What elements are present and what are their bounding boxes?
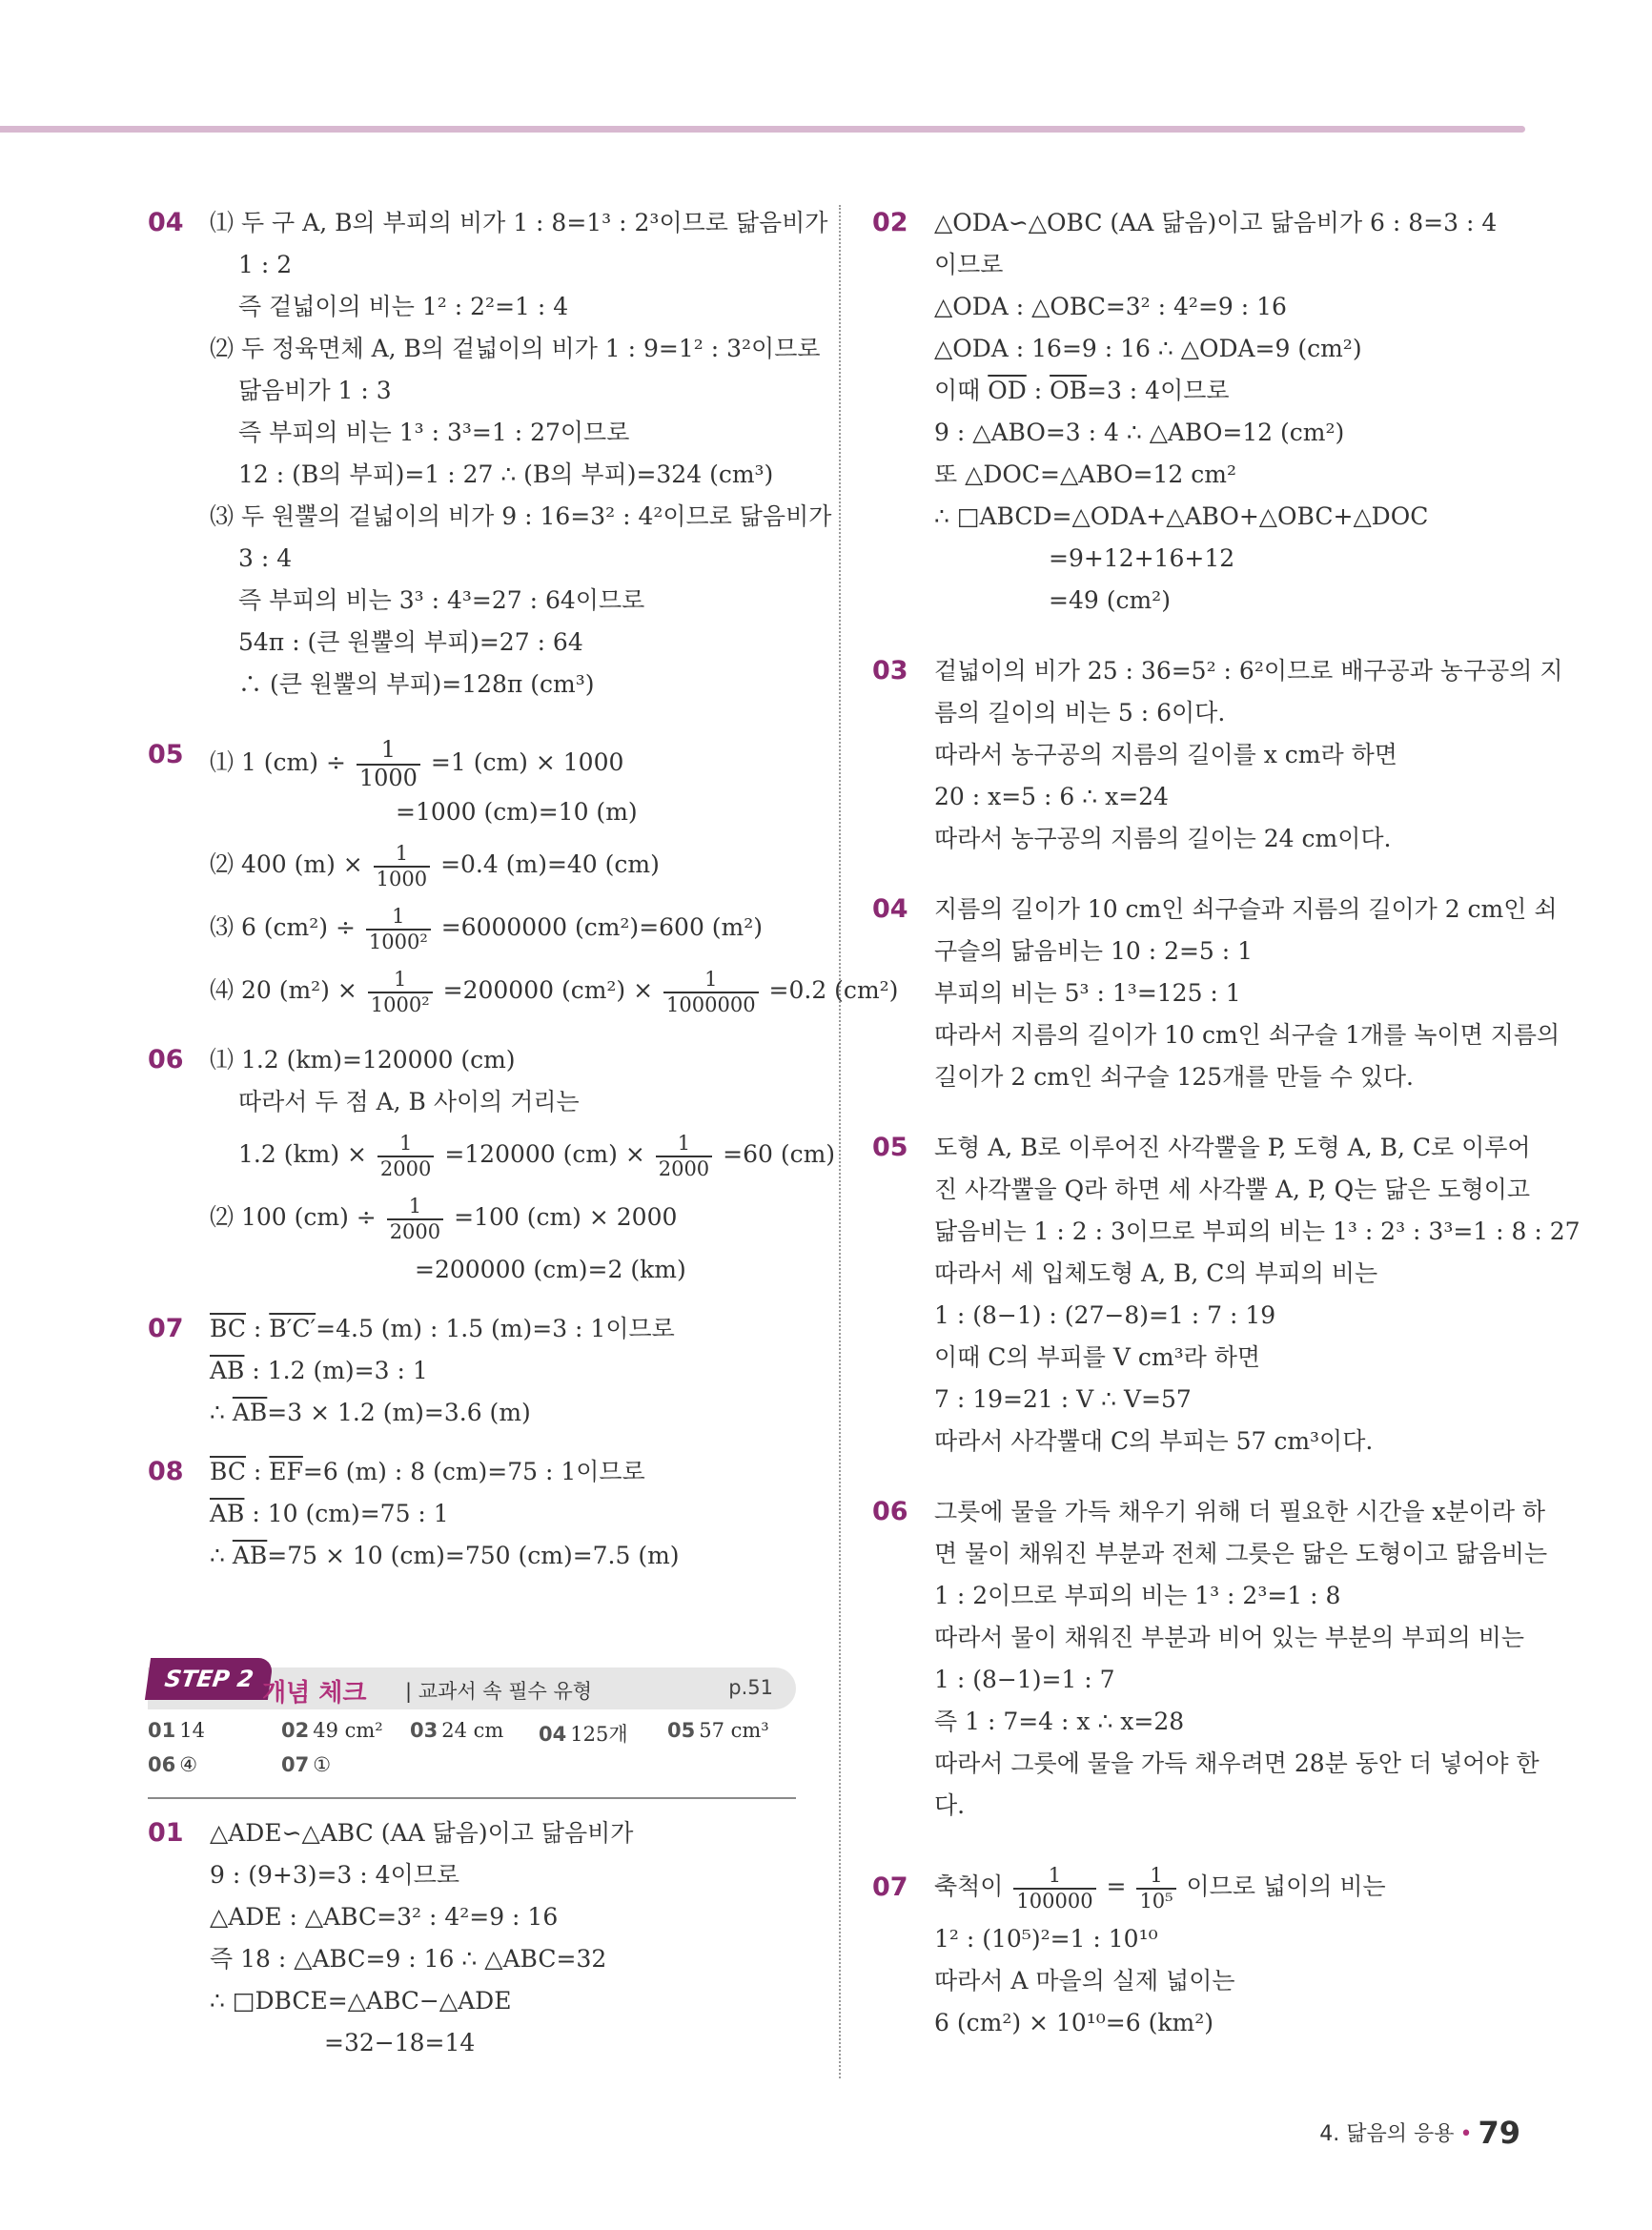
solution-line — [210, 1535, 806, 1577]
expression: =6 (m) : 8 (cm)=75 : 1이므로 — [302, 1458, 645, 1486]
solution-line: 도형 A, B로 이루어진 사각뿔을 P, 도형 A, B, C로 이루어 — [934, 1134, 1531, 1161]
solution-line: 9 : (9+3)=3 : 4이므로 — [210, 1861, 460, 1890]
denominator: 2000 — [379, 1156, 432, 1180]
solution-line: =49 (cm²) — [1049, 586, 1171, 614]
solution-line — [210, 1308, 806, 1350]
numerator: 1 — [368, 968, 433, 992]
solution-line: ⑴ 두 구 A, B의 부피의 비가 1 : 8=1³ : 2³이므로 닮음비가 — [210, 209, 828, 236]
solution-line: 이므로 — [934, 251, 1004, 278]
fraction — [368, 968, 433, 1015]
solution-line: 겉넓이의 비가 25 : 36=5² : 6²이므로 배구공과 농구공의 지 — [934, 657, 1563, 685]
expression: ⑵ 400 (m) × — [210, 850, 363, 879]
fraction — [663, 968, 759, 1015]
solution-line: 1² : (10⁵)²=1 : 10¹⁰ — [934, 1925, 1158, 1953]
problem-number: 06 — [148, 1045, 184, 1075]
problem-number: 07 — [148, 1314, 184, 1344]
problem-03-right — [872, 650, 1563, 860]
solution-line: =32−18=14 — [324, 2029, 476, 2057]
solution-line: △ODA : △OBC=3² : 4²=9 : 16 — [934, 293, 1287, 320]
problem-08-left — [148, 1451, 806, 1577]
solution-line: △ADE : △ABC=3² : 4²=9 : 16 — [210, 1903, 559, 1932]
expression: =100 (cm) × 2000 — [454, 1203, 678, 1232]
solution-line: 1 : 2이므로 부피의 비는 1³ : 2³=1 : 8 — [934, 1582, 1341, 1609]
expression: 이므로 넓이의 비는 — [1186, 1872, 1386, 1900]
segment: $\overline{AB}$ — [232, 1542, 268, 1570]
numerator: 1 — [366, 905, 431, 930]
solution-line: 즉 부피의 비는 3³ : 4³=27 : 64이므로 — [238, 586, 645, 614]
segment: $\overline{EF}$ — [269, 1458, 303, 1486]
step-badge: STEP 2 — [145, 1658, 274, 1700]
expression: ⑵ 100 (cm) ÷ — [210, 1203, 377, 1232]
denominator: 1000 — [358, 764, 418, 791]
solution-line — [210, 833, 806, 896]
answer-row — [148, 1719, 796, 1753]
solution-line: 따라서 사각뿔대 C의 부피는 57 cm³이다. — [934, 1427, 1374, 1455]
answer-item: 05 57 cm³ — [667, 1719, 769, 1743]
solution-line — [210, 959, 899, 1022]
problem-number: 05 — [872, 1133, 908, 1162]
expression: ⑶ 6 (cm²) ÷ — [210, 913, 356, 942]
denominator: 1000² — [370, 992, 430, 1016]
solution-line: 1 : (8−1) : (27−8)=1 : 7 : 19 — [934, 1301, 1276, 1329]
expression: 1.2 (km) × — [238, 1140, 367, 1169]
solution-line: 따라서 농구공의 지름의 길이를 x cm라 하면 — [934, 741, 1397, 768]
answer-row — [148, 1753, 796, 1788]
solution-line — [934, 1855, 1530, 1918]
denominator: 100000 — [1016, 1889, 1093, 1913]
solution-line: 즉 1 : 7=4 : x ∴ x=28 — [934, 1708, 1185, 1735]
solution-line: 름의 길이의 비는 5 : 6이다. — [934, 699, 1226, 726]
solution-line: 또 △DOC=△ABO=12 cm² — [934, 460, 1236, 488]
answer-item: 04 125개 — [539, 1723, 628, 1747]
segment: $\overline{OB}$ — [1050, 377, 1087, 404]
solution-line: 그릇에 물을 가득 채우기 위해 더 필요한 시간을 x분이라 하 — [934, 1498, 1546, 1525]
numerator: 1 — [656, 1132, 712, 1156]
problem-number: 02 — [872, 208, 908, 237]
section-title: 개념 체크 — [262, 1679, 367, 1708]
solution-line: 따라서 그릇에 물을 가득 채우려면 28분 동안 더 넣어야 한 — [934, 1749, 1540, 1777]
answer-item: 07 ① — [281, 1753, 332, 1777]
solution-line: 따라서 세 입체도형 A, B, C의 부피의 비는 — [934, 1259, 1378, 1287]
solution-line: 따라서 물이 채워진 부분과 비어 있는 부분의 부피의 비는 — [934, 1624, 1525, 1651]
problem-number: 03 — [872, 656, 908, 685]
solution-line: =1000 (cm)=10 (m) — [396, 798, 638, 827]
fraction — [366, 905, 431, 952]
page-reference: p.51 — [728, 1676, 773, 1700]
expression: =3 × 1.2 (m)=3.6 (m) — [267, 1399, 531, 1427]
solution-line: 1 : 2 — [238, 251, 293, 278]
solution-line: ∴ □ABCD=△ODA+△ABO+△OBC+△DOC — [934, 502, 1429, 530]
expression: =0.2 (cm²) — [768, 976, 899, 1005]
problem-05-left — [148, 734, 899, 1022]
numerator: 1 — [1136, 1864, 1175, 1889]
expression: ∴ — [210, 1399, 233, 1427]
solution-line: △ODA∽△OBC (AA 닮음)이고 닮음비가 6 : 8=3 : 4 — [934, 209, 1498, 236]
solution-line: 7 : 19=21 : V ∴ V=57 — [934, 1385, 1192, 1413]
numerator: 1 — [357, 737, 420, 766]
section-subtitle: | 교과서 속 필수 유형 — [405, 1680, 593, 1704]
solution-line: 따라서 농구공의 지름의 길이는 24 cm이다. — [934, 825, 1392, 852]
solution-line: ⑶ 두 원뿔의 겉넓이의 비가 9 : 16=3² : 4²이므로 닮음비가 — [210, 502, 832, 530]
solution-line: =200000 (cm)=2 (km) — [415, 1256, 686, 1284]
fraction — [374, 842, 430, 890]
solution-line: ⑴ 1.2 (km)=120000 (cm) — [210, 1046, 516, 1074]
solution-line — [210, 1123, 836, 1186]
solution-line: 즉 겉넓이의 비는 1² : 2²=1 : 4 — [238, 293, 569, 320]
solution-line: =9+12+16+12 — [1049, 544, 1235, 572]
numerator: 1 — [663, 968, 759, 992]
problem-number: 01 — [148, 1818, 184, 1849]
solution-line — [210, 1392, 806, 1434]
expression: : 10 (cm)=75 : 1 — [244, 1500, 449, 1528]
solution-line: 6 (cm²) × 10¹⁰=6 (km²) — [934, 2009, 1214, 2036]
problem-07-right — [872, 1855, 1530, 2044]
numerator: 1 — [377, 1132, 434, 1156]
expression: : — [1026, 377, 1050, 404]
section-divider — [148, 1797, 796, 1799]
step2-header-bar — [148, 1667, 796, 1709]
solution-line — [210, 896, 806, 959]
problem-02-right — [872, 202, 1530, 622]
solution-line: 20 : x=5 : 6 ∴ x=24 — [934, 783, 1169, 810]
problem-06-left — [148, 1039, 836, 1291]
solution-line: 3 : 4 — [238, 544, 293, 572]
solution-line: ∴ □DBCE=△ABC−△ADE — [210, 1987, 512, 2015]
solution-line — [934, 370, 1530, 412]
expression: =1 (cm) × 1000 — [430, 748, 624, 776]
top-decorative-line — [0, 126, 1525, 133]
chapter-title: 4. 닮음의 응용 — [1319, 2122, 1455, 2146]
problem-07-left — [148, 1308, 806, 1434]
expression: =4.5 (m) : 1.5 (m)=3 : 1이므로 — [316, 1315, 675, 1343]
solution-line: ∴ (큰 원뿔의 부피)=128π (cm³) — [238, 670, 595, 698]
expression: ⑴ 1 (cm) ÷ — [210, 748, 346, 776]
solution-line: 지름의 길이가 10 cm인 쇠구슬과 지름의 길이가 2 cm인 쇠 — [934, 895, 1558, 923]
segment: $\overline{AB}$ — [210, 1357, 245, 1385]
denominator: 1000000 — [666, 992, 756, 1016]
answer-item: 06 ④ — [148, 1753, 198, 1777]
solution-line: 54π : (큰 원뿔의 부피)=27 : 64 — [238, 628, 583, 656]
expression: 이때 — [934, 377, 989, 404]
solution-line: 부피의 비는 5³ : 1³=125 : 1 — [934, 979, 1241, 1007]
problem-04-left — [148, 202, 832, 706]
problem-number: 07 — [872, 1872, 908, 1902]
fraction — [1013, 1864, 1095, 1912]
expression: ∴ — [210, 1542, 233, 1570]
expression: =120000 (cm) × — [444, 1140, 645, 1169]
solution-line: 진 사각뿔을 Q라 하면 세 사각뿔 A, P, Q는 닮은 도형이고 — [934, 1176, 1531, 1203]
segment: $\overline{BC}$ — [210, 1315, 246, 1343]
solution-line — [210, 1493, 806, 1535]
problem-number: 08 — [148, 1457, 184, 1487]
solution-line: 따라서 두 점 A, B 사이의 거리는 — [238, 1088, 580, 1116]
solution-line — [210, 1451, 806, 1493]
solution-line: 이때 C의 부피를 V cm³라 하면 — [934, 1343, 1260, 1371]
numerator: 1 — [374, 842, 430, 867]
column-divider — [839, 205, 841, 2078]
solution-line — [210, 734, 806, 791]
solution-line: 다. — [934, 1791, 966, 1819]
solution-line: 구슬의 닮음비는 10 : 2=5 : 1 — [934, 937, 1254, 965]
step2-section — [148, 1667, 796, 1799]
problem-number: 04 — [148, 208, 184, 237]
solution-line: △ODA : 16=9 : 16 ∴ △ODA=9 (cm²) — [934, 335, 1362, 362]
solution-line — [210, 1350, 806, 1392]
segment: $\overline{AB}$ — [210, 1500, 245, 1528]
left-column — [148, 202, 899, 2064]
expression: =60 (cm) — [723, 1140, 836, 1169]
solution-line — [210, 1186, 806, 1249]
answer-key — [148, 1719, 796, 1788]
solution-line: 12 : (B의 부피)=1 : 27 ∴ (B의 부피)=324 (cm³) — [238, 460, 774, 488]
problem-05-right — [872, 1127, 1581, 1463]
right-column — [872, 202, 1581, 2044]
solution-line: 닮음비는 1 : 2 : 3이므로 부피의 비는 1³ : 2³ : 3³=1 : 8 : 27 — [934, 1217, 1581, 1245]
expression: : 1.2 (m)=3 : 1 — [244, 1357, 428, 1385]
expression: =6000000 (cm²)=600 (m²) — [440, 913, 764, 942]
solution-line: 따라서 A 마을의 실제 넓이는 — [934, 1967, 1235, 1995]
numerator: 1 — [387, 1195, 443, 1219]
answer-item: 02 49 cm² — [281, 1719, 383, 1743]
fraction — [357, 737, 420, 791]
denominator: 10⁵ — [1139, 1889, 1173, 1913]
problem-number: 06 — [872, 1497, 908, 1526]
solution-line: 9 : △ABO=3 : 4 ∴ △ABO=12 (cm²) — [934, 419, 1345, 446]
expression: : — [245, 1315, 270, 1343]
segment: $\overline{AB}$ — [232, 1399, 268, 1427]
solution-line: 즉 부피의 비는 1³ : 3³=1 : 27이므로 — [238, 419, 630, 446]
fraction — [1136, 1864, 1175, 1912]
expression: ⑷ 20 (m²) × — [210, 976, 357, 1005]
solution-line: 닮음비가 1 : 3 — [238, 377, 392, 404]
page-number: 79 — [1478, 2115, 1520, 2151]
problem-number: 05 — [148, 740, 184, 769]
segment: B′C′ — [269, 1315, 316, 1343]
denominator: 2000 — [658, 1156, 710, 1180]
denominator: 1000² — [368, 930, 428, 953]
expression: 축척이 — [934, 1872, 1004, 1900]
bullet-icon: • — [1459, 2122, 1473, 2146]
problem-04-right — [872, 889, 1560, 1098]
solution-line: 즉 18 : △ABC=9 : 16 ∴ △ABC=32 — [210, 1945, 607, 1974]
answer-item: 03 24 cm — [410, 1719, 504, 1743]
solution-line: 면 물이 채워진 부분과 전체 그릇은 닮은 도형이고 닮음비는 — [934, 1540, 1548, 1567]
solution-line: 길이가 2 cm인 쇠구슬 125개를 만들 수 있다. — [934, 1063, 1415, 1091]
numerator: 1 — [1013, 1864, 1095, 1889]
denominator: 1000 — [376, 867, 428, 890]
solution-line: 1 : (8−1)=1 : 7 — [934, 1666, 1115, 1693]
expression: : — [245, 1458, 270, 1486]
segment: $\overline{OD}$ — [988, 377, 1027, 404]
segment: $\overline{BC}$ — [210, 1458, 246, 1486]
fraction — [387, 1195, 443, 1242]
denominator: 2000 — [389, 1219, 441, 1243]
expression: =0.4 (m)=40 (cm) — [440, 850, 660, 879]
problem-06-right — [872, 1491, 1548, 1827]
expression: =200000 (cm²) × — [442, 976, 654, 1005]
expression: =75 × 10 (cm)=750 (cm)=7.5 (m) — [267, 1542, 680, 1570]
page-footer — [1319, 2115, 1520, 2151]
fraction — [377, 1132, 434, 1179]
fraction — [656, 1132, 712, 1179]
solution-line: ⑵ 두 정육면체 A, B의 겉넓이의 비가 1 : 9=1² : 3²이므로 — [210, 335, 821, 362]
expression: =3 : 4이므로 — [1087, 377, 1230, 404]
problem-01-left — [148, 1812, 806, 2064]
solution-line: 따라서 지름의 길이가 10 cm인 쇠구슬 1개를 녹이면 지름의 — [934, 1021, 1560, 1049]
expression: = — [1106, 1872, 1127, 1900]
answer-item: 01 14 — [148, 1719, 205, 1743]
problem-number: 04 — [872, 894, 908, 924]
solution-line: △ADE∽△ABC (AA 닮음)이고 닮음비가 — [210, 1819, 634, 1848]
